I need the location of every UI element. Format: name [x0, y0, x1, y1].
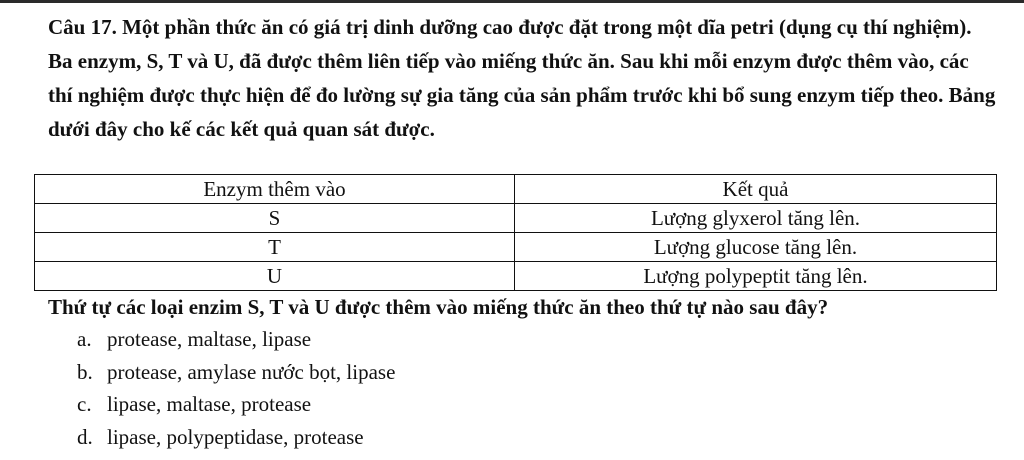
option-d: [77, 421, 395, 454]
option-letter: a.: [77, 327, 92, 351]
option-text: lipase, polypeptidase, protease: [107, 424, 364, 449]
option-b: [77, 356, 395, 389]
question-prompt: Thứ tự các loại enzim S, T và U được thêm vào miếng thức ăn theo thứ tự nào sau đây?: [48, 295, 829, 319]
option-a: [77, 323, 395, 356]
table-header-row: [35, 175, 997, 204]
results-table: [34, 174, 997, 291]
table-row: [35, 204, 997, 233]
column-header-enzyme: Enzym thêm vào: [35, 175, 515, 204]
column-header-result: Kết quả: [515, 175, 997, 204]
top-border-line: [0, 0, 1024, 3]
option-letter: c.: [77, 392, 92, 416]
enzyme-cell: S: [35, 204, 515, 233]
option-text: protease, amylase nước bọt, lipase: [107, 359, 396, 384]
option-letter: d.: [77, 424, 93, 449]
table-row: [35, 262, 997, 291]
enzyme-cell: U: [35, 262, 515, 291]
question-text: Câu 17. Một phần thức ăn có giá trị dinh dưỡng cao được đặt trong một dĩa petri (dụng cụ thí nghiệm). Ba enzym, S, T và U, đã được thêm liên tiếp vào miếng thức ăn. Sau khi mỗi enzym được thêm vào, các thí nghiệm được thực hiện để đo lường sự gia tăng của sản phẩm trước khi bổ sung enzym tiếp theo. Bảng dưới đây cho kế các kết quả quan sát được.: [48, 15, 996, 141]
option-letter: b.: [77, 359, 93, 384]
table-row: [35, 233, 997, 262]
option-text: protease, maltase, lipase: [107, 327, 312, 351]
result-cell: Lượng glyxerol tăng lên.: [515, 204, 997, 233]
enzyme-cell: T: [35, 233, 515, 262]
answer-options: [77, 323, 395, 453]
option-c: [77, 388, 395, 421]
result-cell: Lượng polypeptit tăng lên.: [515, 262, 997, 291]
option-text: lipase, maltase, protease: [107, 392, 312, 416]
result-cell: Lượng glucose tăng lên.: [515, 233, 997, 262]
